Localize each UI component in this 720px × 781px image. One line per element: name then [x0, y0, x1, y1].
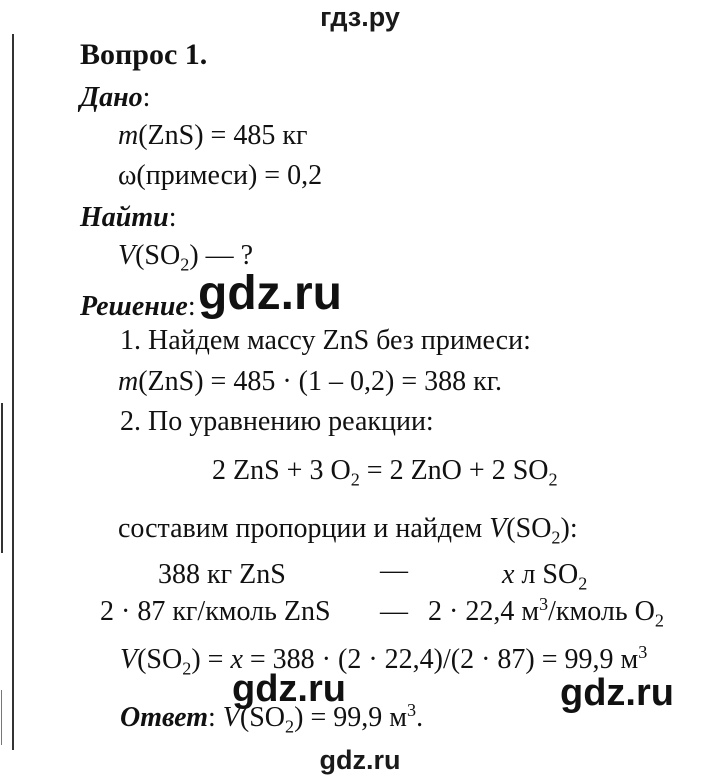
subscript: 2 — [654, 610, 664, 631]
text: 2 ZnS + 3 O — [212, 455, 351, 486]
text: ) = 99,9 м — [294, 702, 407, 733]
subscript: 2 — [350, 469, 360, 490]
var-m: m — [118, 366, 139, 397]
var-v: V — [222, 702, 240, 733]
answer-label: Ответ — [120, 702, 209, 733]
colon: : — [187, 291, 196, 322]
proportion-row2-dash: — — [380, 596, 408, 627]
var-m: m — [118, 120, 139, 151]
proportion-row2-right — [428, 594, 664, 631]
watermark-top: гдз.ру — [320, 2, 400, 32]
text: ) — ? — [189, 240, 254, 271]
var-v: V — [489, 513, 507, 544]
text: (SO — [135, 240, 181, 271]
proportion-row1-right — [502, 559, 588, 594]
text: = 388 · (2 · 22,4)/(2 · 87) = 99,9 м — [242, 644, 639, 675]
text: /кмоль O — [548, 596, 655, 627]
given-impurity: ω(примеси) = 0,2 — [118, 160, 323, 191]
text: (SO — [137, 644, 183, 675]
colon: : — [208, 702, 223, 733]
step1-title: 1. Найдем массу ZnS без примеси: — [120, 325, 531, 356]
text: = 2 ZnO + 2 SO — [359, 455, 549, 486]
subscript: 2 — [551, 527, 561, 548]
superscript: 3 — [638, 642, 648, 662]
page-edge-mark — [1, 690, 2, 745]
answer-line — [120, 700, 424, 737]
watermark-bottom: gdz.ru — [319, 745, 401, 775]
watermark-mid-left: gdz.ru — [232, 668, 346, 710]
var-x: x — [230, 644, 243, 675]
text: л SO — [514, 559, 579, 590]
subscript: 2 — [285, 716, 295, 737]
find-label — [80, 202, 176, 234]
proportion-row1-dash: — — [380, 555, 408, 586]
var-v: V — [118, 240, 136, 271]
reaction-equation — [212, 455, 558, 490]
text: (SO — [506, 513, 552, 544]
text: ): — [560, 513, 578, 544]
page-left-border — [12, 34, 14, 750]
subscript: 2 — [578, 573, 588, 594]
proportion-row2-left: 2 · 87 кг/кмоль ZnS — [100, 596, 331, 627]
text: 2 · 22,4 м — [428, 596, 540, 627]
var-x: x — [502, 559, 515, 590]
proportion-intro — [118, 513, 578, 548]
superscript: 3 — [539, 594, 549, 614]
watermark-mid-right: gdz.ru — [560, 672, 674, 714]
step1-calc — [118, 366, 502, 398]
text: составим пропорции и найдем — [118, 513, 490, 544]
colon: : — [168, 202, 177, 233]
superscript: 3 — [406, 700, 417, 720]
step2-title: 2. По уравнению реакции: — [120, 406, 434, 437]
text: (SO — [239, 702, 286, 733]
subscript: 2 — [182, 658, 192, 679]
subscript: 2 — [180, 254, 190, 275]
given-label — [80, 82, 150, 114]
text: . — [416, 702, 424, 733]
given-mass-value: (ZnS) = 485 кг — [138, 120, 308, 151]
watermark-inline: gdz.ru — [198, 267, 342, 320]
var-v: V — [120, 644, 138, 675]
proportion-row1-left: 388 кг ZnS — [158, 559, 286, 590]
page-edge-mark — [1, 403, 3, 553]
given-label-text: Дано — [80, 82, 143, 113]
given-mass — [118, 120, 307, 152]
text: (ZnS) = 485 · (1 – 0,2) = 388 кг. — [138, 366, 503, 397]
colon: : — [142, 82, 151, 113]
text: ) = — [191, 644, 231, 675]
solution-label — [80, 291, 196, 323]
question-title: Вопрос 1. — [80, 38, 208, 71]
subscript: 2 — [548, 469, 558, 490]
solution-label-text: Решение — [80, 291, 188, 322]
find-label-text: Найти — [80, 202, 169, 233]
